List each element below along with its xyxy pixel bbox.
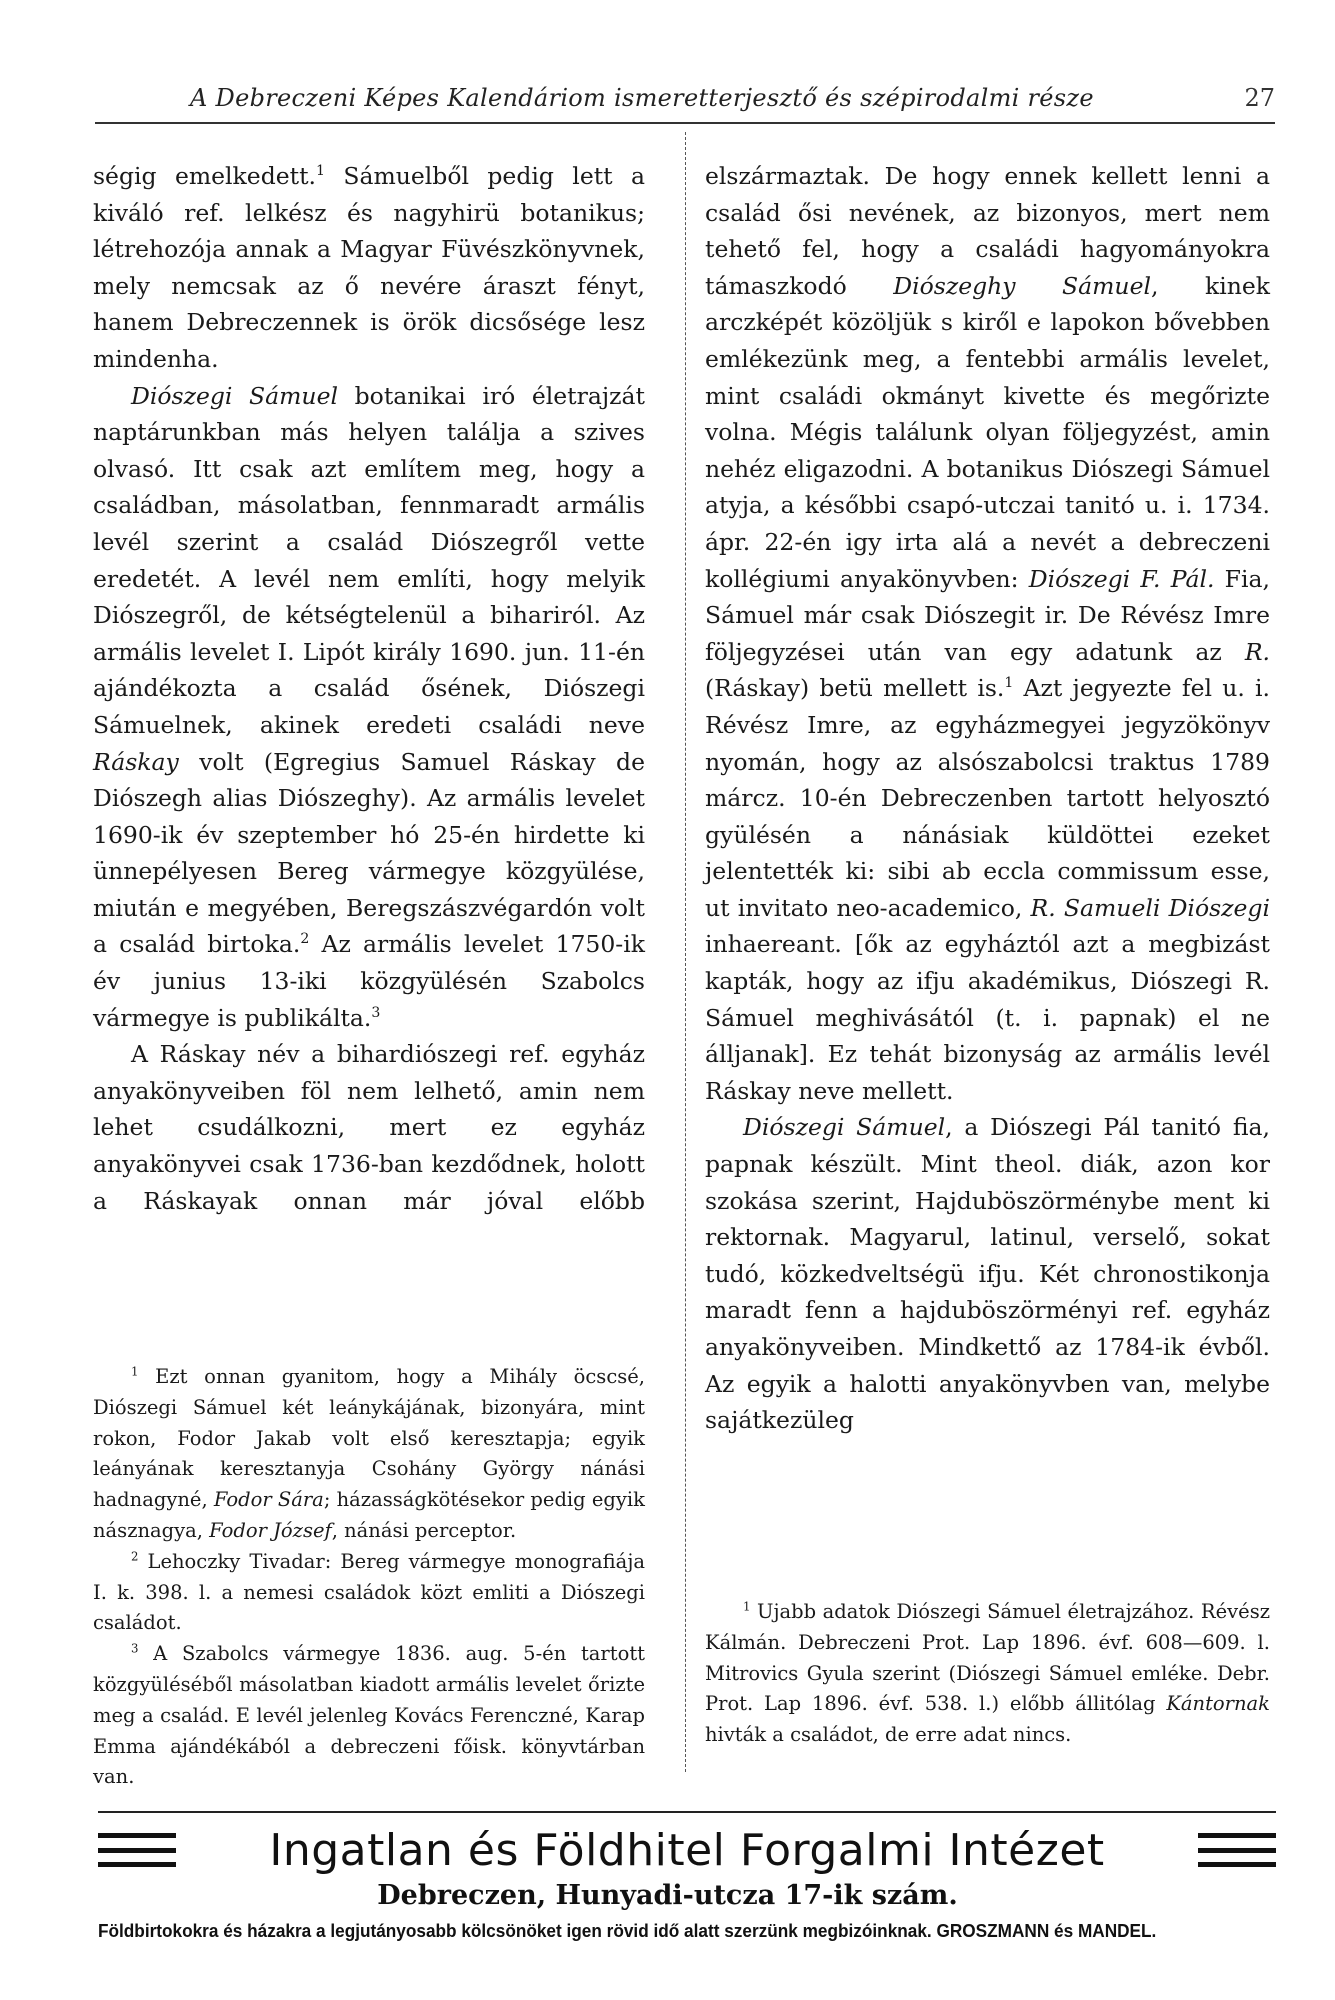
advertisement-address: Debreczen, Hunyadi-utcza 17-ik szám. xyxy=(377,1880,958,1911)
right-column xyxy=(705,158,1270,1439)
footnote-1: $^1$ Ujabb adatok Diószegi Sámuel életrajzához. Révész Kálmán. Debreczeni Prot. Lap 1896. évf. 608—609. l. Mitrovics Gyula szerint (Diószegi Sámuel emléke. Debr. Prot. Lap 1896. évf. 538. l.) előbb állitólag Kántornak hivták a családot, de erre adat nincs. xyxy=(705,1599,1270,1747)
advertisement-title-row xyxy=(98,1822,1276,1878)
advertisement-tagline: Földbirtokokra és házakra a legjutányosabb kölcsönöket igen rövid idő alatt szerzünk megbizóinknak. GROSZMANN és MANDEL. xyxy=(98,1920,1157,1941)
footnote-3: $^3$ A Szabolcs vármegye 1836. aug. 5-én tartott közgyüléséből másolatban kiadott armális levelet őrizte meg a család. E levél jelenleg Kovács Ferenczné, Karap Emma ajándékából a debreczeni főisk. könyvtárban van. xyxy=(93,1641,645,1789)
right-footnotes xyxy=(705,1597,1270,1751)
decorative-bars-icon xyxy=(1198,1833,1276,1867)
column-divider xyxy=(685,132,686,1772)
advertisement-title: Ingatlan és Földhitel Forgalmi Intézet xyxy=(269,1824,1105,1876)
running-header xyxy=(95,76,1275,124)
footnote-2: $^2$ Lehoczky Tivadar: Bereg vármegye monografiája I. k. 398. l. a nemesi családok közt emliti a Diószegi családot. xyxy=(93,1549,645,1635)
decorative-bars-icon xyxy=(98,1833,176,1867)
footnote-1: $^1$ Ezt onnan gyanitom, hogy a Mihály öcscsé, Diószegi Sámuel két leánykájának, bizonyára, mint rokon, Fodor Jakab volt első keresztapja; egyik leányának keresztanyja Csohány György nánási hadnagyné, Fodor Sára; házasságkötésekor pedig egyik násznagya, Fodor József, nánási perceptor. xyxy=(93,1364,645,1542)
advertisement-rule xyxy=(98,1811,1276,1813)
paragraph: Diószegi Sámuel, a Diószegi Pál tanitó fia, papnak készült. Mint theol. diák, azon kor szokása szerint, Hajduböszörménybe ment ki rektornak. Magyarul, latinul, verselő, sokat tudó, közkedveltségü ifju. Két chronostikonja maradt fenn a hajduböszörményi ref. egyház anyakönyveiben. Mindkettő az 1784-ik évből. Az egyik a halotti anyakönyvben van, melybe sajátkezüleg xyxy=(705,1113,1270,1435)
paragraph: elszármaztak. De hogy ennek kellett lenni a család ősi nevének, az bizonyos, mert nem tehető fel, hogy a családi hagyományokra támaszkodó Diószeghy Sámuel, kinek arczképét közöljük s kiről e lapokon bővebben emlékezünk meg, a fentebbi armális levelet, mint családi okmányt kivette és megőrizte volna. Mégis találunk olyan följegyzést, amin nehéz eligazodni. A botanikus Diószegi Sámuel atyja, a későbbi csapó-utczai tanitó u. i. 1734. ápr. 22-én igy irta alá a nevét a debreczeni kollégiumi anyakönyvben: Diószegi F. Pál. Fia, Sámuel már csak Diószegit ir. De Révész Imre följegyzései után van egy adatunk az R. (Ráskay) betü mellett is.$^1$ Azt jegyezte fel u. i. Révész Imre, az egyházmegyei jegyzökönyv nyomán, hogy az alsószabolcsi traktus 1789 márcz. 10-én Debreczenben tartott helyosztó gyülésén a nánásiak küldöttei ezeket jelentették ki: sibi ab eccla commissum esse, ut invitato neo-academico, R. Samueli Diószegi inhaereant. [ők az egyháztól azt a megbizást kapták, hogy az ifju akadémikus, Diószegi R. Sámuel meghivásától (t. i. papnak) el ne álljanak]. Ez tehát bizonyság az armális levél Ráskay neve mellett. xyxy=(705,162,1271,1105)
paragraph: ségig emelkedett.$^1$ Sámuelből pedig lett a kiváló ref. lelkész és nagyhirü botanikus; létrehozója annak a Magyar Füvészkönyvnek, mely nemcsak az ő nevére áraszt fényt, hanem Debreczennek is örök dicsősége lesz mindenha. xyxy=(93,162,645,373)
left-footnotes xyxy=(93,1362,645,1793)
left-column xyxy=(93,158,645,1219)
header-rule xyxy=(95,122,1275,124)
page-number: 27 xyxy=(1244,84,1275,112)
paragraph: Diószegi Sámuel botanikai iró életrajzát naptárunkban más helyen találja a szives olvasó. Itt csak azt említem meg, hogy a családban, másolatban, fennmaradt armális levél szerint a család Diószegről vette eredetét. A levél nem említi, hogy melyik Diószegről, de kétségtelenül a bihariról. Az armális levelet I. Lipót király 1690. jun. 11-én ajándékozta a család ősének, Diószegi Sámuelnek, akinek eredeti családi neve Ráskay volt (Egregius Samuel Ráskay de Diószegh alias Diószeghy). Az armális levelet 1690-ik év szeptember hó 25-én hirdette ki ünnepélyesen Bereg vármegye közgyülése, miután e megyében, Beregszászvégardón volt a család birtoka.$^2$ Az armális levelet 1750-ik év junius 13-iki közgyülésén Szabolcs vármegye is publikálta.$^3$ xyxy=(93,381,646,1032)
running-title: A Debreczeni Képes Kalendáriom ismeretterjesztő és szépirodalmi része xyxy=(190,84,1094,112)
paragraph: A Ráskay név a bihardiószegi ref. egyház anyakönyveiben föl nem lelhető, amin nem lehet csudálkozni, mert ez egyház anyakönyvei csak 1736-ban kezdődnek, holott a Ráskayak onnan már jóval előbb xyxy=(93,1040,645,1215)
